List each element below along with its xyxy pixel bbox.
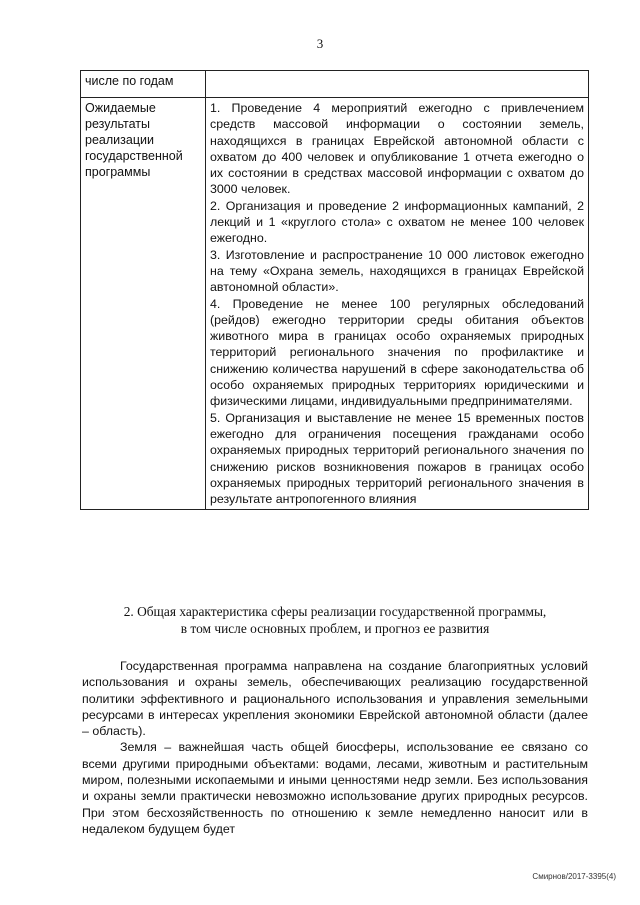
- result-item: 4. Проведение не менее 100 регулярных обследований (рейдов) ежегодно территории среды обитания объектов животного мира в границах особо охраняемых природных территорий регионального значения по профилактике и снижению количества нарушений в сфере законодательства об особо охраняемых природных территориях юридическими и физическими лицами, индивидуальными предпринимателями.: [210, 296, 584, 409]
- paragraph: Государственная программа направлена на создание благоприятных условий использования и охраны земель, обеспечивающих реализацию государственной политики эффективного и рационального использования и управления земельными ресурсами в интересах укрепления экономики Еврейской автономной области (далее – область).: [82, 659, 588, 739]
- table-cell-label: Ожидаемые результаты реализации государственной программы: [81, 98, 206, 510]
- result-item: 1. Проведение 4 мероприятий ежегодно с привлечением средств массовой информации о состоянии земель, находящихся в границах Еврейской автономной области с охватом до 400 человек и опубликование 1 отчета ежегодно о их состоянии в средствах массовой информации с охватом до 3000 человек.: [210, 101, 584, 197]
- result-item: 5. Организация и выставление не менее 15 временных постов ежегодно для ограничения посещения гражданами особо охраняемых природных территорий регионального значения по снижению рисков возникновения пожаров в границах особо охраняемых природных территорий регионального значения в результате антропогенного влияния: [210, 410, 584, 507]
- result-item: 3. Изготовление и распространение 10 000 листовок ежегодно на тему «Охрана земель, находящихся в границах Еврейской автономной области».: [210, 247, 584, 295]
- table-row: [81, 71, 589, 98]
- body-text: [82, 658, 588, 837]
- program-table: [80, 70, 589, 510]
- result-item: 2. Организация и проведение 2 информационных кампаний, 2 лекций и 1 «круглого стола» с охватом не менее 100 человек ежегодно.: [210, 198, 584, 246]
- document-footer-code: Смирнов/2017-3395(4): [532, 872, 616, 881]
- expected-results-cell: [206, 98, 589, 510]
- section-heading-line: 2. Общая характеристика сферы реализации государственной программы,: [123, 604, 547, 619]
- paragraph: Земля – важнейшая часть общей биосферы, использование ее связано со всеми другими природными объектами: водами, лесами, животным и растительным миром, полезными ископаемыми и иными ценностями недр земли. Без использования и охраны земли практически невозможно использование других природных ресурсов. При этом бесхозяйственность по отношению к земле немедленно наносит или в недалеком будущем будет: [82, 740, 588, 836]
- table-row: [81, 98, 589, 510]
- section-heading: [60, 603, 610, 637]
- page-number: 3: [316, 36, 324, 51]
- table-cell-label: числе по годам: [81, 71, 206, 98]
- table-cell-value: [206, 71, 589, 98]
- section-heading-line: в том числе основных проблем, и прогноз ее развития: [180, 621, 490, 636]
